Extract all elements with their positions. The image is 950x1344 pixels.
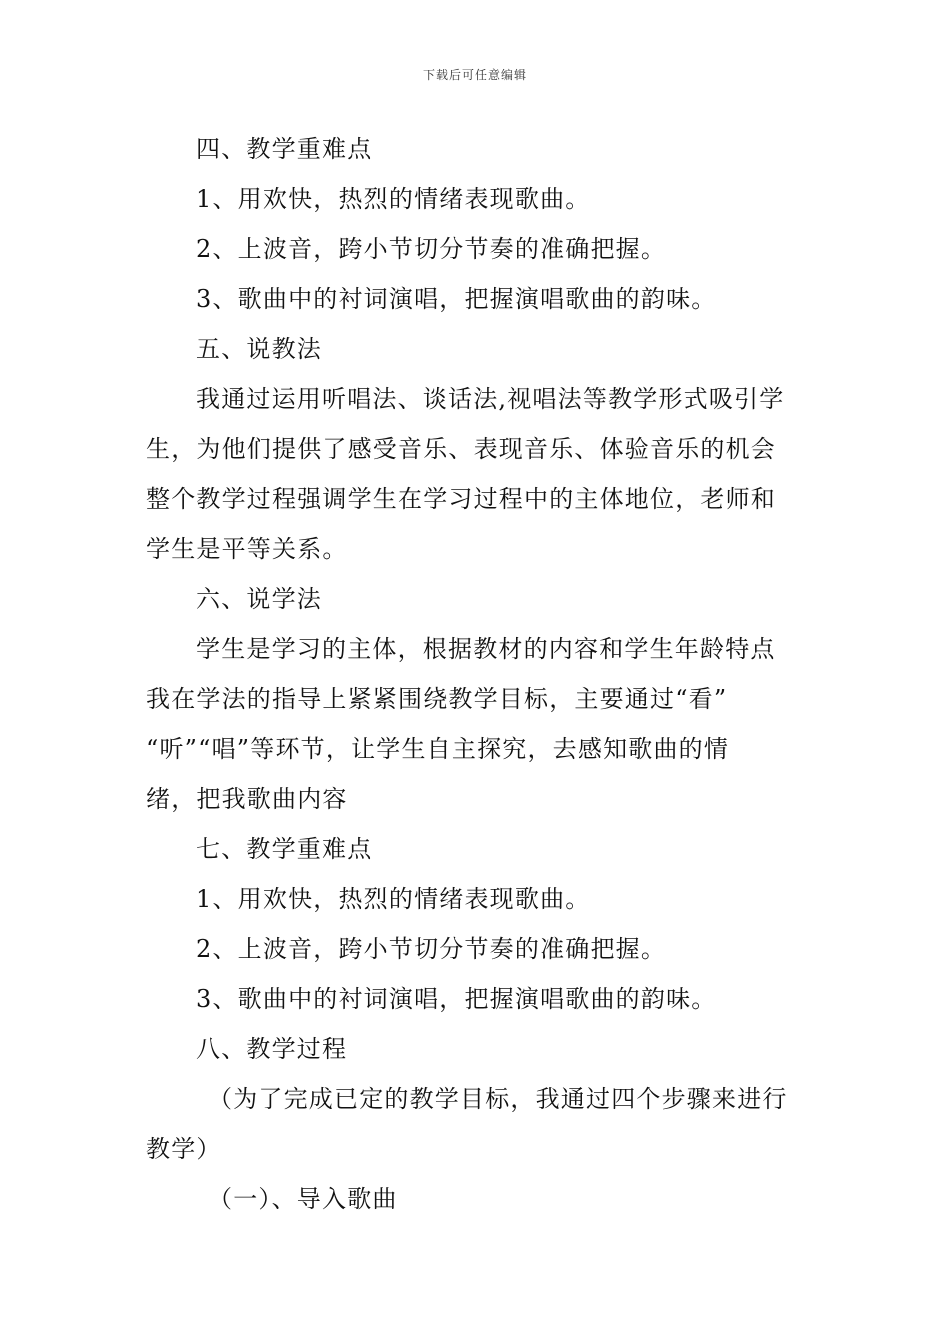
paragraph-line: 2、上波音，跨小节切分节奏的准确把握。	[196, 235, 667, 263]
paragraph-line: （为了完成已定的教学目标，我通过四个步骤来进行	[208, 1085, 788, 1113]
paragraph-line: 绪，把我歌曲内容	[146, 785, 348, 813]
paragraph-line: 教学）	[146, 1135, 222, 1163]
paragraph-line: 1、用欢快，热烈的情绪表现歌曲。	[196, 885, 591, 913]
paragraph-line: 3、歌曲中的衬词演唱，把握演唱歌曲的韵味。	[196, 285, 717, 313]
section-heading-6: 六、说学法	[196, 585, 322, 613]
subsection-heading: （一）、导入歌曲	[208, 1185, 398, 1213]
paragraph-line: 学生是平等关系。	[146, 535, 348, 563]
paragraph-line: 2、上波音，跨小节切分节奏的准确把握。	[196, 935, 667, 963]
section-heading-8: 八、教学过程	[196, 1035, 348, 1063]
paragraph-line: “听”“唱”等环节，让学生自主探究，去感知歌曲的情	[146, 735, 730, 763]
paragraph-line: 1、用欢快，热烈的情绪表现歌曲。	[196, 185, 591, 213]
section-heading-4: 四、教学重难点	[196, 135, 373, 163]
page-header-note: 下载后可任意编辑	[422, 68, 527, 82]
paragraph-line: 我通过运用听唱法、谈话法,视唱法等教学形式吸引学	[196, 385, 785, 413]
paragraph-line: 3、歌曲中的衬词演唱，把握演唱歌曲的韵味。	[196, 985, 717, 1013]
paragraph-line: 生，为他们提供了感受音乐、表现音乐、体验音乐的机会	[146, 435, 776, 463]
paragraph-line: 学生是学习的主体，根据教材的内容和学生年龄特点	[196, 635, 776, 663]
paragraph-line: 我在学法的指导上紧紧围绕教学目标，主要通过“看”	[146, 685, 728, 713]
section-heading-5: 五、说教法	[196, 335, 322, 363]
section-heading-7: 七、教学重难点	[196, 835, 373, 863]
paragraph-line: 整个教学过程强调学生在学习过程中的主体地位，老师和	[146, 485, 776, 513]
